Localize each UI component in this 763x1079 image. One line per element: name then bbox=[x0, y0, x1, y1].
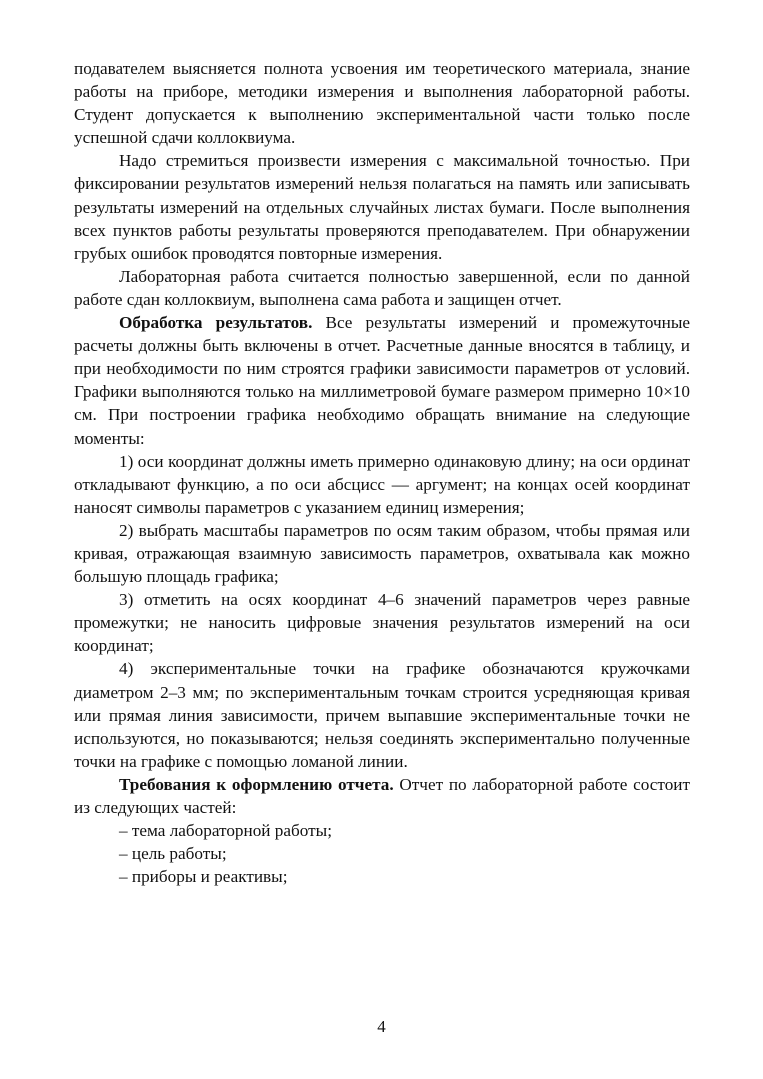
paragraph-text: Отчет по лабораторной работе состоит из следующих частей: bbox=[74, 774, 691, 817]
paragraph: Надо стремиться произвести измерения с максимальной точностью. При фиксировании результатов измерений нельзя полагаться на память или записывать результаты измерений на отдельных случайных листах бумаги. После выполнения всех пунктов работы результаты проверяются преподавателем. При обнаружении грубых ошибок проводятся повторные измерения. bbox=[74, 151, 690, 263]
paragraph bbox=[74, 311, 690, 450]
section-heading: Обработка результатов. bbox=[119, 313, 313, 333]
paragraph: Лабораторная работа считается полностью завершенной, если по данной работе сдан коллоквиум, выполнена сама работа и защищен отчет. bbox=[74, 266, 690, 309]
list-item: – цель работы; bbox=[119, 844, 227, 864]
list-point: 1) оси координат должны иметь примерно одинаковую длину; на оси ординат откладывают функцию, а по оси абсцисс — аргумент; на концах осей координат наносят символы параметров с указанием единиц измерения; bbox=[74, 451, 690, 517]
body-text bbox=[74, 57, 690, 888]
list-item: – тема лабораторной работы; bbox=[119, 821, 332, 841]
list-point: 2) выбрать масштабы параметров по осям таким образом, чтобы прямая или кривая, отражающая взаимную зависимость параметров, охватывала как можно большую площадь графика; bbox=[74, 520, 690, 587]
list-point: 4) экспериментальные точки на графике обозначаются кружочками диаметром 2–3 мм; по экспериментальным точкам строится усредняющая кривая или прямая линия зависимости, причем выпавшие экспериментальные точки не используются, но показываются; нельзя соединять экспериментально полученные точки на графике с помощью ломаной линии. bbox=[74, 659, 690, 771]
list-item: – приборы и реактивы; bbox=[119, 867, 288, 887]
paragraph: подавателем выясняется полнота усвоения им теоретического материала, знание работы на приборе, методики измерения и выполнения лабораторной работы. Студент допускается к выполнению экспериментальной части только после успешной сдачи коллоквиума. bbox=[74, 59, 690, 148]
page-number: 4 bbox=[377, 1017, 386, 1036]
list-point: 3) отметить на осях координат 4–6 значений параметров через равные промежутки; не наносить цифровые значения результатов измерений на оси координат; bbox=[74, 590, 690, 656]
paragraph bbox=[74, 773, 690, 819]
section-heading: Требования к оформлению отчета. bbox=[119, 774, 394, 794]
paragraph-text: Все результаты измерений и промежуточные расчеты должны быть включены в отчет. Расчетные данные вносятся в таблицу, и при необходимости по ним строятся графики зависимости параметров от условий. Графики выполняются только на миллиметровой бумаге размером примерно 10×10 см. При построении графика необходимо обращать внимание на следующие моменты: bbox=[74, 313, 690, 448]
